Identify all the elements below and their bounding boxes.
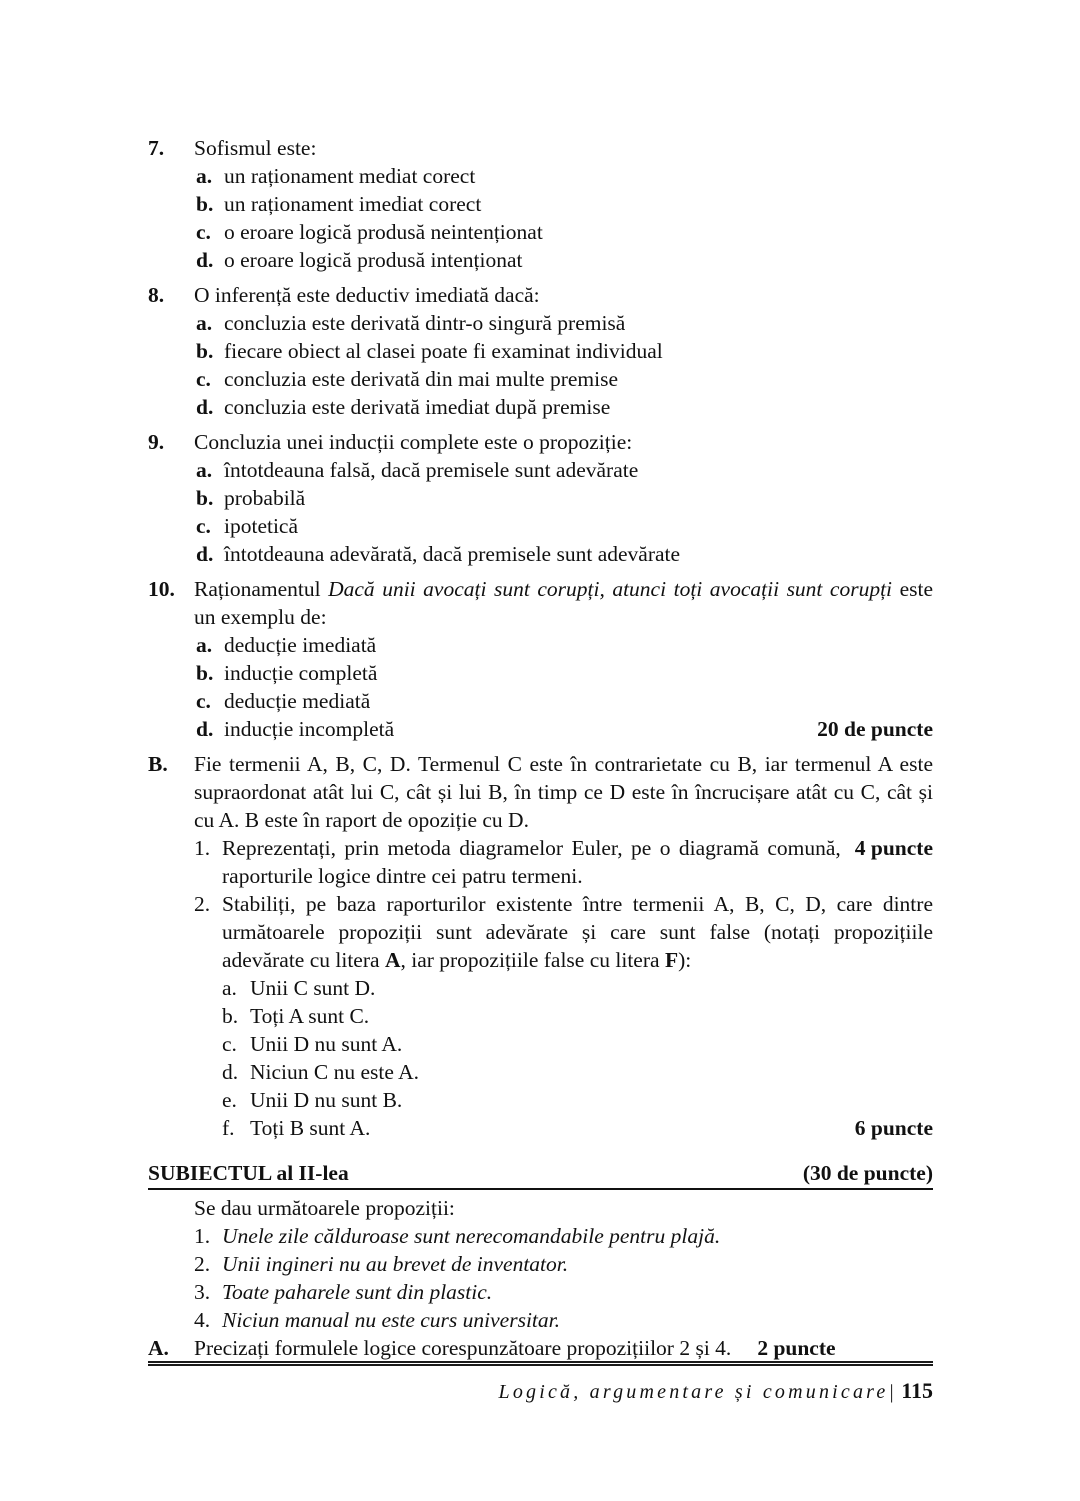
subitem-letter: c. <box>222 1032 237 1056</box>
proposition-number: 1. <box>194 1224 211 1248</box>
subitem-letter: a. <box>222 976 237 1000</box>
subitem-letter: e. <box>222 1088 237 1112</box>
option-text: întotdeauna falsă, dacă premisele sunt adevărate <box>224 458 639 482</box>
task-text-part2: , iar propozițiile false cu litera <box>400 948 665 972</box>
task-text <box>222 834 933 890</box>
option-text: ipotetică <box>224 514 299 538</box>
section-b-subitem <box>222 1030 933 1058</box>
proposition-text: Unii ingineri nu au brevet de inventator. <box>222 1252 569 1276</box>
subitem-letter: f. <box>222 1116 235 1140</box>
section-b-subitem <box>222 1058 933 1086</box>
answer-option <box>196 687 933 715</box>
question-item <box>148 428 933 456</box>
option-letter: a. <box>196 633 213 657</box>
option-letter: b. <box>196 661 214 685</box>
task-text <box>194 1334 933 1362</box>
section-b-task <box>194 834 933 890</box>
footer-book-title: Logică, argumentare și comunicare| <box>498 1381 898 1403</box>
question-stem <box>194 575 933 631</box>
stem-prefix: Raționamentul <box>194 577 329 601</box>
option-text: deducție imediată <box>224 633 377 657</box>
option-text: fiecare obiect al clasei poate fi examinat individual <box>224 339 663 363</box>
option-text: concluzia este derivată din mai multe premise <box>224 367 619 391</box>
section-b <box>148 750 933 834</box>
subitem-letter: d. <box>222 1060 239 1084</box>
proposition-text: Niciun manual nu este curs universitar. <box>222 1308 561 1332</box>
subject-two-task-a <box>148 1334 933 1362</box>
option-text <box>224 715 933 743</box>
question-stem: Sofismul este: <box>194 136 317 160</box>
option-text: concluzia este derivată dintr-o singură premisă <box>224 311 626 335</box>
task-letter: A. <box>148 1336 169 1360</box>
question-number: 9. <box>148 430 165 454</box>
option-letter: c. <box>196 367 211 391</box>
subitem-text <box>250 1114 933 1142</box>
option-text: probabilă <box>224 486 306 510</box>
task-number: 1. <box>194 836 211 860</box>
answer-option <box>196 456 933 484</box>
subitem-letter: b. <box>222 1004 239 1028</box>
question-number: 8. <box>148 283 165 307</box>
stem-italic-proposition: Dacă unii avocați sunt corupți, atunci toți avocații sunt corupți <box>328 577 893 601</box>
subitem-text: Unii D nu sunt B. <box>250 1088 403 1112</box>
task-text <box>222 890 933 974</box>
proposition-text: Toate paharele sunt din plastic. <box>222 1280 493 1304</box>
question-item <box>148 575 933 631</box>
proposition-text: Unele zile călduroase sunt nerecomandabile pentru plajă. <box>222 1224 721 1248</box>
option-text: concluzia este derivată imediat după premise <box>224 395 611 419</box>
proposition-item <box>194 1306 933 1334</box>
option-letter: a. <box>196 164 213 188</box>
proposition-number: 4. <box>194 1308 211 1332</box>
option-letter: d. <box>196 395 214 419</box>
option-letter: d. <box>196 248 214 272</box>
option-letter: d. <box>196 717 214 741</box>
option-letter: a. <box>196 311 213 335</box>
option-text: un raționament mediat corect <box>224 164 476 188</box>
points-label: 20 de puncte <box>817 717 933 741</box>
stem-suffix: este un exemplu de: <box>194 577 933 629</box>
subitem-text: Niciun C nu este A. <box>250 1060 419 1084</box>
option-text: deducție mediată <box>224 689 371 713</box>
answer-option <box>196 659 933 687</box>
option-letter: b. <box>196 486 214 510</box>
option-letter: a. <box>196 458 213 482</box>
section-letter: B. <box>148 752 168 776</box>
proposition-item <box>194 1222 933 1250</box>
task-text-part3: ): <box>678 948 692 972</box>
footer <box>148 1376 933 1407</box>
option-text: inducție completă <box>224 661 378 685</box>
question-number: 10. <box>148 577 175 601</box>
page-number: 115 <box>901 1378 933 1403</box>
subitem-text-value: Toți B sunt A. <box>250 1116 371 1140</box>
answer-option <box>196 162 933 190</box>
points-label: 6 puncte <box>854 1116 933 1140</box>
subject-two-heading <box>148 1159 933 1190</box>
question-number: 7. <box>148 136 165 160</box>
answer-option <box>196 631 933 659</box>
option-text-value: inducție incompletă <box>224 717 395 741</box>
answer-option <box>196 337 933 365</box>
proposition-item <box>194 1250 933 1278</box>
proposition-number: 2. <box>194 1252 211 1276</box>
option-letter: c. <box>196 689 211 713</box>
option-letter: c. <box>196 220 211 244</box>
letter-true: A <box>384 948 401 972</box>
answer-option <box>196 540 933 568</box>
answer-option <box>196 512 933 540</box>
option-letter: b. <box>196 192 214 216</box>
section-b-intro: Fie termenii A, B, C, D. Termenul C este în contrarietate cu B, iar termenul A este supraordonat atât lui C, cât și lui B, în timp ce D este în încrucișare atât cu C, cât și cu A. B este în raport de opoziție cu D. <box>194 752 933 832</box>
answer-option <box>196 365 933 393</box>
option-text: un raționament imediat corect <box>224 192 482 216</box>
option-letter: c. <box>196 514 211 538</box>
subject-two-points: (30 de puncte) <box>802 1161 933 1185</box>
lead-in-text: Se dau următoarele propoziții: <box>194 1196 455 1220</box>
question-stem: Concluzia unei inducții complete este o propoziție: <box>194 430 633 454</box>
answer-option <box>196 309 933 337</box>
section-b-subitem <box>222 1002 933 1030</box>
proposition-number: 3. <box>194 1280 211 1304</box>
points-label: 2 puncte <box>757 1336 836 1360</box>
section-b-subitem <box>222 974 933 1002</box>
question-stem: O inferență este deductiv imediată dacă: <box>194 283 540 307</box>
question-item <box>148 134 933 162</box>
answer-option <box>196 218 933 246</box>
subitem-text: Toți A sunt C. <box>250 1004 370 1028</box>
section-b-task <box>194 890 933 974</box>
answer-option <box>196 190 933 218</box>
answer-option <box>196 715 933 743</box>
answer-option <box>196 484 933 512</box>
letter-false: F <box>664 948 679 972</box>
answer-option <box>196 246 933 274</box>
answer-option <box>196 393 933 421</box>
subitem-text: Unii C sunt D. <box>250 976 376 1000</box>
proposition-item <box>194 1278 933 1306</box>
option-letter: b. <box>196 339 214 363</box>
task-text-part1: Stabiliți, pe baza raporturilor existente între termenii A, B, C, D, care dintre următoarele propoziții sunt adevărate și care sunt false (notați propozițiile adevărate cu litera <box>222 892 933 972</box>
section-b-subitem <box>222 1114 933 1142</box>
subject-two-title: SUBIECTUL al II-lea <box>148 1161 349 1185</box>
subitem-text: Unii D nu sunt A. <box>250 1032 403 1056</box>
option-text: o eroare logică produsă intenționat <box>224 248 523 272</box>
points-label: 4 puncte <box>854 836 933 860</box>
footer-divider <box>148 1361 933 1366</box>
task-number: 2. <box>194 892 211 916</box>
page-content <box>148 134 933 1362</box>
option-text: întotdeauna adevărată, dacă premisele sunt adevărate <box>224 542 681 566</box>
task-text-value: Precizați formulele logice corespunzătoare propozițiilor 2 și 4. <box>194 1336 732 1360</box>
section-b-subitem <box>222 1086 933 1114</box>
option-text: o eroare logică produsă neintenționat <box>224 220 543 244</box>
question-item <box>148 281 933 309</box>
option-letter: d. <box>196 542 214 566</box>
task-text-value: Reprezentați, prin metoda diagramelor Euler, pe o diagramă comună, raporturile logice dintre cei patru termeni. <box>222 836 841 888</box>
